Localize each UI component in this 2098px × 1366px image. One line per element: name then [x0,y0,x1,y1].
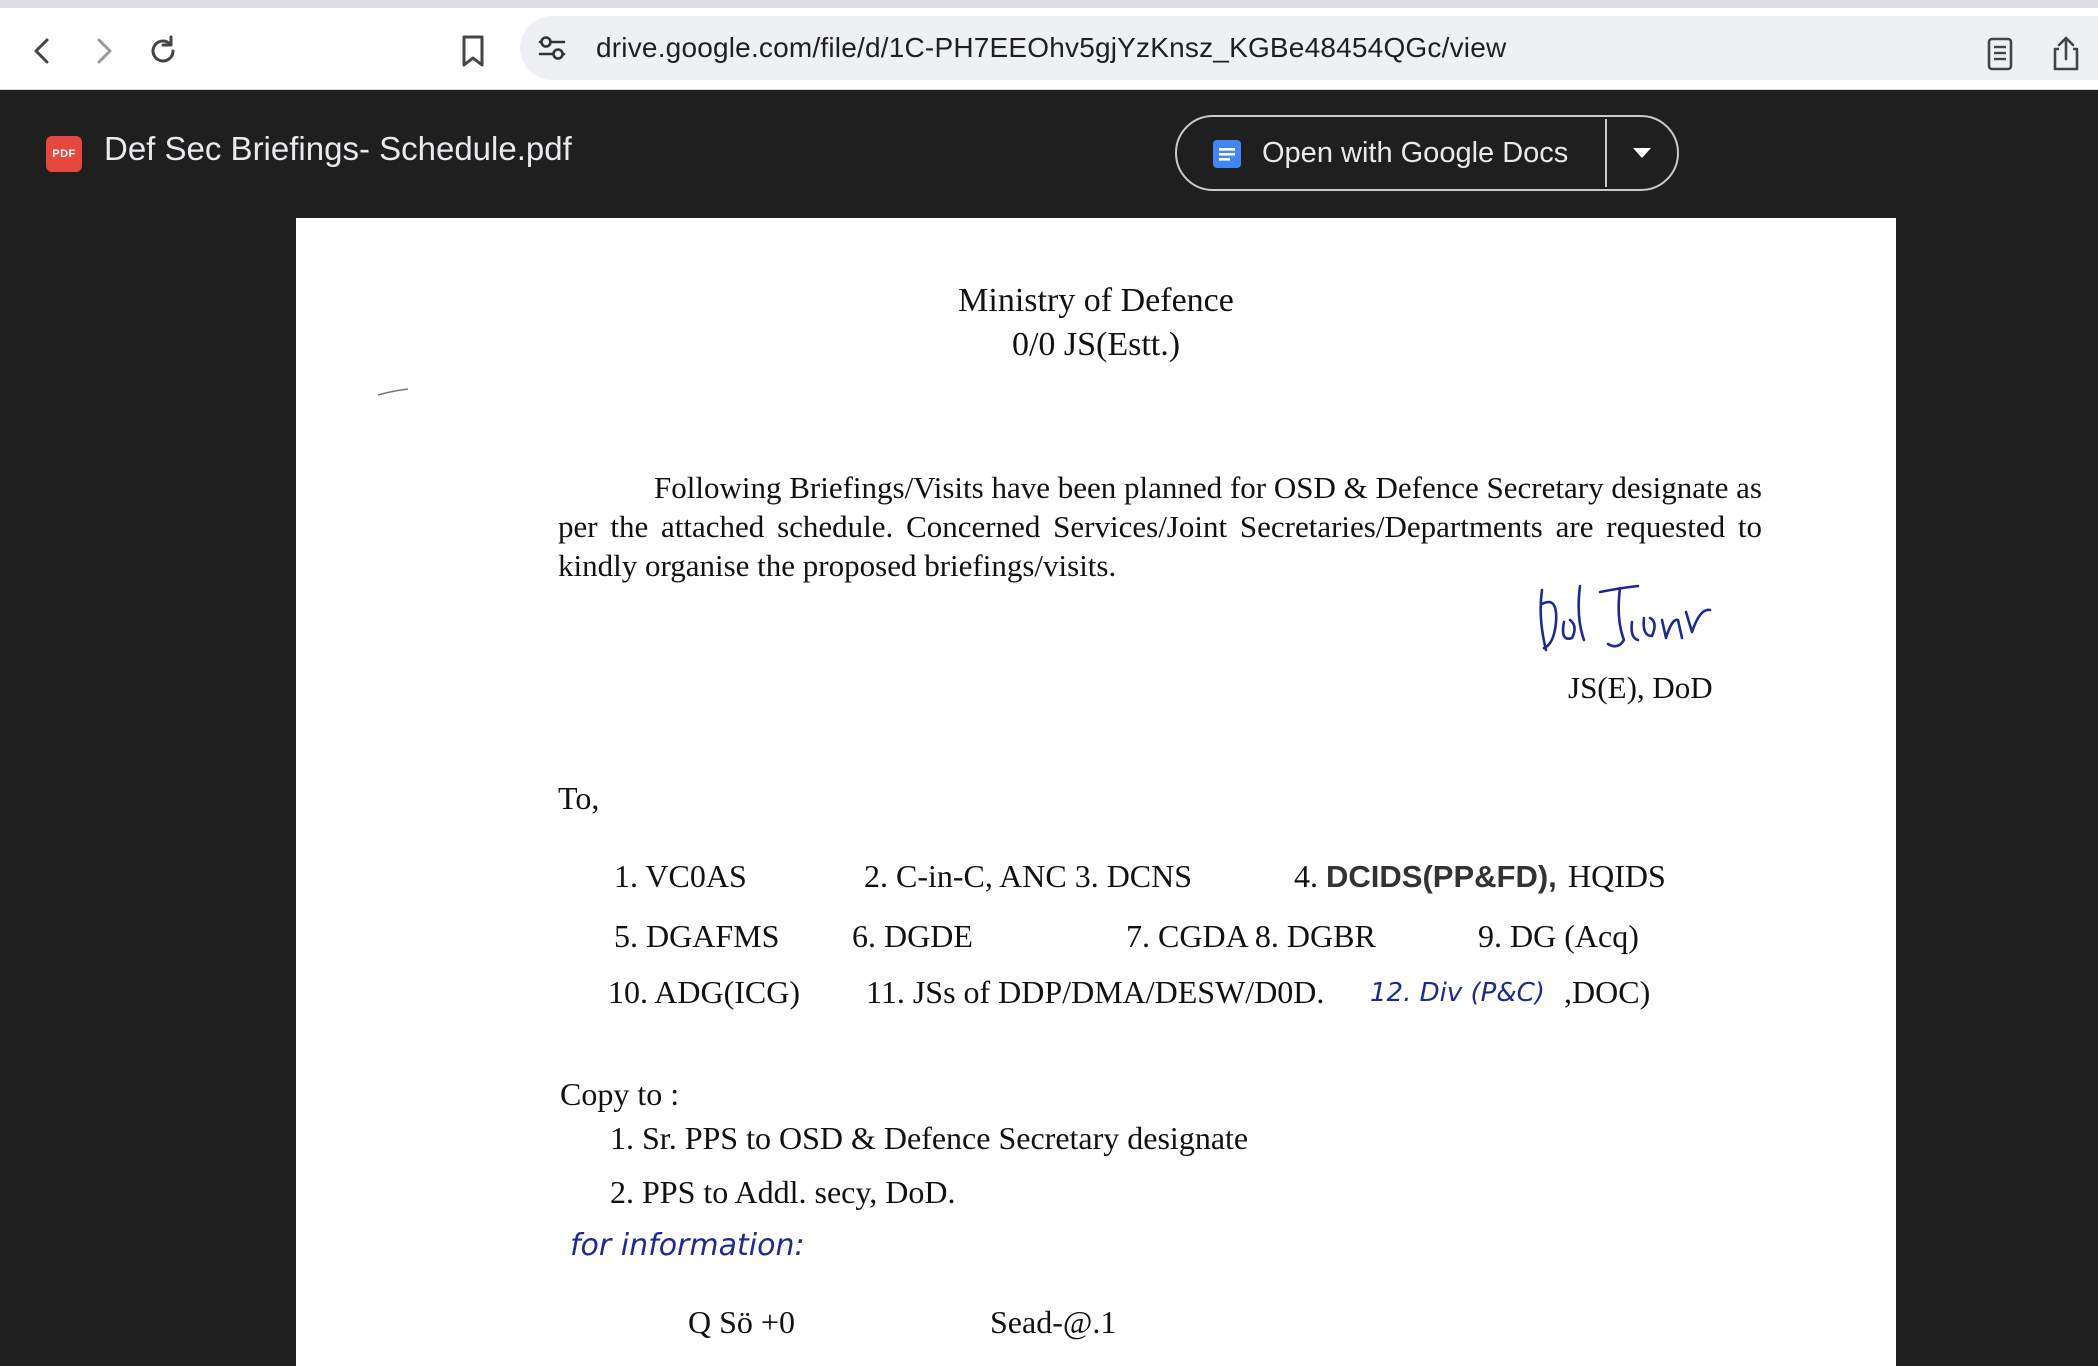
site-settings-icon[interactable] [534,30,570,66]
doc-heading-ministry: Ministry of Defence [958,282,1234,319]
browser-toolbar [0,8,2098,90]
footer-right-text: Sead-@.1 [990,1304,1117,1340]
url-text[interactable]: drive.google.com/file/d/1C-PH7EEOhv5gjYzKnsz_KGBe48454QGc/view [596,32,1507,63]
open-with-label: Open with Google Docs [1262,137,1569,169]
pdf-file-icon: PDF [46,136,82,172]
reload-icon [146,34,180,68]
to-label: To, [558,780,600,816]
reader-mode-icon[interactable] [1980,34,2020,74]
bookmark-button[interactable] [450,28,496,74]
recipient-2-3: 2. C-in-C, ANC 3. DCNS [864,858,1193,894]
dropdown-arrow-icon [1631,146,1653,160]
google-docs-icon [1213,140,1241,168]
open-with-dropdown-button[interactable] [1607,117,1677,189]
recipient-4-prefix: 4. [1294,858,1318,894]
back-icon [28,36,58,66]
drive-viewer-header [0,90,2098,218]
copy-item-2: 2. PPS to Addl. secy, DoD. [610,1174,956,1210]
recipient-10: 10. ADG(ICG) [608,974,800,1010]
address-bar[interactable] [520,16,2098,80]
recipient-4-suffix: HQIDS [1568,858,1666,894]
recipient-1: 1. VC0AS [614,858,747,894]
handwritten-note: for information: [570,1228,805,1263]
doc-heading-reference: 0/0 JS(Estt.) [1011,326,1181,363]
recipient-9: 9. DG (Acq) [1478,918,1639,954]
recipient-11: 11. JSs of DDP/DMA/DESW/D0D. [866,974,1325,1010]
reload-button[interactable] [140,28,186,74]
footer-left-text: Q Sö +0 [688,1304,795,1340]
copy-to-label: Copy to : [560,1076,680,1112]
pdf-page [296,218,1896,1366]
forward-icon [88,36,118,66]
recipient-5: 5. DGAFMS [614,918,780,954]
signatory: JS(E), DoD [1568,670,1713,705]
open-with-google-docs-button[interactable] [1177,117,1605,189]
copy-item-1: 1. Sr. PPS to OSD & Defence Secretary designate [610,1120,1249,1156]
doc-body-paragraph: Following Briefings/Visits have been planned for OSD & Defence Secretary designate as per the attached schedule. Concerned Services/Joint Secretaries/Departments are requested to kindly organise the proposed briefings/visits. [558,470,1762,583]
pen-mark [376,386,410,398]
recipient-12-handwritten: 12. Div (P&C) [1370,978,1545,1008]
signature [1534,578,1722,658]
recipient-6: 6. DGDE [852,918,973,954]
recipient-12-tail: ,DOC) [1564,974,1651,1010]
back-button[interactable] [20,28,66,74]
open-with-button-group [1175,115,1679,191]
recipient-7-8: 7. CGDA 8. DGBR [1126,918,1376,954]
bookmark-icon [458,34,488,68]
browser-top-strip [0,0,2098,8]
forward-button[interactable] [80,28,126,74]
recipient-4-name: DCIDS(PP&FD), [1326,859,1557,894]
file-name: Def Sec Briefings- Schedule.pdf [104,130,572,167]
share-icon[interactable] [2046,34,2086,74]
